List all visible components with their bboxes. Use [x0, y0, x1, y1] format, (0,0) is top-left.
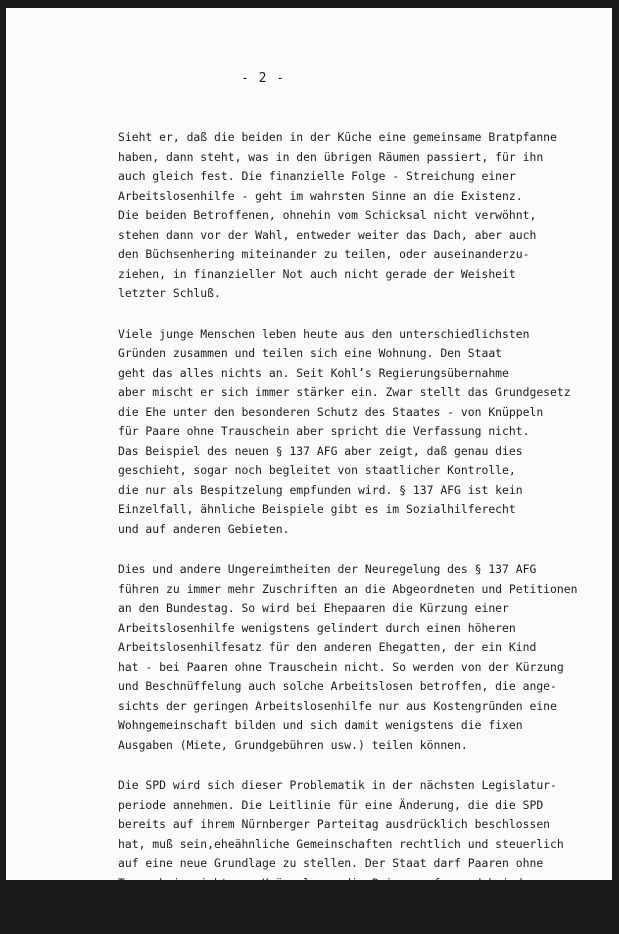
text-line: hat, muß sein,eheähnliche Gemeinschaften rechtlich und steuerlich [118, 836, 564, 851]
text-line: ziehen, in finanzieller Not auch nicht gerade der Weisheit [118, 266, 516, 281]
text-line: Trauschein nicht nur Knüppel vor die Beine werfen und bei der [118, 875, 537, 890]
text-line: Arbeitslosenhilfe wenigstens gelindert durch einen höheren [118, 620, 516, 635]
text-line: und Beschnüffelung auch solche Arbeitslosen betroffen, die ange- [118, 679, 557, 693]
text-line: Einzelfall, ähnliche Beispiele gibt es im Sozialhilferecht [118, 502, 516, 516]
page-number: - 2 - [241, 71, 286, 86]
text-line: Ausgaben (Miete, Grundgebühren usw.) teilen können. [118, 737, 468, 752]
text-line: Arbeitslosenhilfe - geht im wahrsten Sinne an die Existenz. [118, 188, 523, 203]
text-line: periode annehmen. Die Leitlinie für eine Änderung, die die SPD [118, 797, 544, 812]
text-line: Arbeitslosenhilfesatz für den anderen Ehegatten, der ein Kind [118, 640, 537, 654]
text-line: Gründen zusammen und teilen sich eine Wohnung. Den Staat [118, 346, 503, 360]
paragraph [118, 776, 604, 913]
text-line: geht das alles nichts an. Seit Kohl’s Regierungsübernahme [118, 365, 509, 380]
text-line: für Paare ohne Trauschein aber spricht die Verfassung nicht. [118, 424, 530, 438]
text-line: Viele junge Menschen leben heute aus den unterschiedlichsten [118, 326, 530, 341]
text-line: sichts der geringen Arbeitslosenhilfe nur aus Kostengründen eine [118, 698, 557, 713]
text-line: Die SPD wird sich dieser Problematik in der nächsten Legislatur- [118, 778, 557, 792]
text-line: stehen dann vor der Wahl, entweder weiter das Dach, aber auch [118, 227, 537, 242]
text-line: an den Bundestag. So wird bei Ehepaaren die Kürzung einer [118, 601, 509, 615]
text-line: Dies und andere Ungereimtheiten der Neuregelung des § 137 AFG [118, 562, 537, 576]
paragraph [118, 560, 604, 755]
text-line: auch gleich fest. Die finanzielle Folge - Streichung einer [118, 169, 516, 183]
body-text [118, 128, 604, 934]
text-line: Verteilung von Vorteilen nichts von ihnen wissen wollen. [118, 895, 503, 909]
document-page [6, 8, 612, 909]
text-line: Das Beispiel des neuen § 137 AFG aber zeigt, daß genau dies [118, 443, 523, 458]
text-line: hat - bei Paaren ohne Trauschein nicht. So werden von der Kürzung [118, 659, 564, 674]
text-line: aber mischt er sich immer stärker ein. Zwar stellt das Grundgesetz [118, 385, 571, 399]
text-line: geschieht, sogar noch begleitet von staatlicher Kontrolle, [118, 463, 516, 477]
text-line: auf eine neue Grundlage zu stellen. Der Staat darf Paaren ohne [118, 856, 544, 870]
text-line: Die beiden Betroffenen, ohnehin vom Schicksal nicht verwöhnt, [118, 208, 537, 222]
text-line: die nur als Bespitzelung empfunden wird. § 137 AFG ist kein [118, 482, 523, 497]
paragraph [118, 128, 604, 304]
text-line: die Ehe unter den besonderen Schutz des Staates - von Knüppeln [118, 404, 544, 419]
text-line: und auf anderen Gebieten. [118, 521, 290, 536]
text-line: den Büchsenhering miteinander zu teilen, oder auseinanderzu- [118, 247, 530, 261]
text-line: Wohngemeinschaft bilden und sich damit wenigstens die fixen [118, 718, 523, 732]
text-line: Sieht er, daß die beiden in der Küche eine gemeinsame Bratpfanne [118, 130, 557, 144]
text-line: haben, dann steht, was in den übrigen Räumen passiert, für ihn [118, 149, 544, 164]
text-line: führen zu immer mehr Zuschriften an die Abgeordneten und Petitionen [118, 581, 578, 596]
paragraph [118, 325, 604, 540]
text-line: letzter Schluß. [118, 286, 221, 300]
text-line: bereits auf ihrem Nürnberger Parteitag ausdrücklich beschlossen [118, 817, 551, 831]
